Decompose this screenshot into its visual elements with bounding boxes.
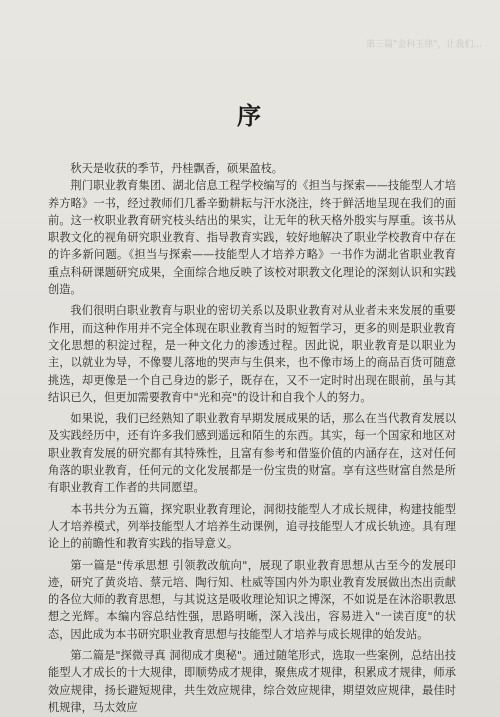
paragraph: 第二篇是"探微寻真 洞彻成才奥秘"。通过随笔形式，选取一些案例，总结出技能型人才成长的十大规律，即顺势成才规律，聚焦成才规律，积累成才规律，师承效应规律，扬长避短规律，共生效应规律，综合效应规律，期望效应规律，最佳时机规律，马太效应 (48, 649, 456, 714)
page-title: 序 (237, 101, 263, 130)
paragraph: 如果说，我们已经熟知了职业教育早期发展成果的话，那么在当代教育发展以及实践经历中，还有许多我们感到遥远和陌生的东西。其实，每一个国家和地区对职业教育发展的研究都有其特殊性，且富有参考和借鉴价值的内涵存在，这对任何角落的职业教育，任何元的文化发展都是一份宝贵的财富。享有这些财富自然是所有职业教育工作者的共同愿望。 (48, 412, 456, 495)
paragraph: 荆门职业教育集团、湖北信息工程学校编写的《担当与探索——技能型人才培养方略》一书，经过教师们几番辛勤耕耘与汗水浇注，终于鲜活地呈现在我们的面前。这一枚职业教育研究枝头结出的果实，让无年的秋天格外殷实与厚重。该书从职教文化的视角研究职业教育、指导教育实践，较好地解决了职业学校教育中存在的许多新问题。《担当与探索——技能型人才培养方略》一书作为湖北省职业教育重点科研课题研究成果，全面综合地反映了该校对职教文化理论的深刻认识和实践创造。 (48, 179, 456, 297)
show-through-text: 第三篇"金科玉律"，让我们... (366, 40, 482, 50)
paragraph: 秋天是收获的季节，丹桂飘香，硕果盈枝。 (70, 162, 283, 175)
paragraph: 我们很明白职业教育与职业的密切关系以及职业教育对从业者未来发展的重要作用，而这种作用并不完全体现在职业教育当时的短暂学习，更多的则是职业教育文化思想的积淀过程，是一种文化力的渗透过程。因此说，职业教育是以职业为主，以就业为导，不像婴儿落地的哭声与生俱来，也不像市场上的商品百货可随意挑选，却更像是一个自己身边的影子，既存在，又不一定时时出现在眼前，虽与其结识已久，但更加需要教育中"光和亮"的设计和自我个人的努力。 (48, 304, 456, 404)
page-body (48, 160, 456, 716)
paragraph: 本书共分为五篇，探究职业教育理论，洞彻技能型人才成长规律，构建技能型人才培养模式，列举技能型人才培养生动课例，追寻技能型人才成长轨迹。具有理论上的前瞻性和教育实践的指导意义。 (48, 502, 456, 551)
paragraph: 第一篇是"传承思想 引领教改航向"，展现了职业教育思想从古至今的发展印迹，研究了黄炎培、蔡元培、陶行知、杜威等国内外为职业教育发展做出杰出贡献的各位大师的教育思想，与其说这是吸收理论知识之博深，不如说是在沐浴职教思想之光辉。本编内容总结性强，思路明晰，深入浅出，容易进入"一读百度"的状态，因此成为本书研究职业教育思想与技能型人才培养与成长规律的始发站。 (48, 558, 456, 641)
